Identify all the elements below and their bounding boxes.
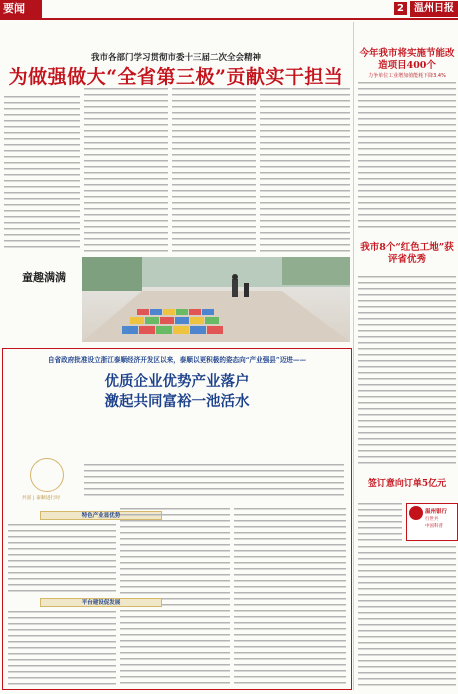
page-number: 2 [394, 2, 407, 15]
feature-text-col-1b [8, 611, 116, 686]
bank-logo-icon [409, 506, 423, 520]
sidebar-rule [353, 22, 354, 690]
feature-text-col-1a [8, 524, 116, 596]
feature-headline-line-1: 优质企业优势产业落户 [104, 373, 250, 390]
sidebar-headline-red-sites: 我市8个“红色工地”获评省优秀 [360, 242, 454, 265]
feature-logo [8, 458, 74, 506]
feature-kicker: 自省政府批准设立浙江泰顺经济开发区以来，泰顺以更积极的姿态向“产业强县”迈进—— [47, 356, 307, 364]
feature-logo-text: 共富 | 泰顺进行时 [21, 496, 61, 501]
photo-caption-title: 童趣满满 [22, 271, 66, 284]
top-rule [0, 18, 458, 20]
masthead [0, 0, 458, 18]
lead-text-col-2 [84, 88, 168, 252]
feature-subhead-1: 特色产业显优势 [40, 511, 162, 520]
feature-text-col-2 [120, 508, 230, 686]
sidebar-subhead-energy: 力争单位工业增加值能耗下降3.4% [368, 73, 446, 79]
ad-line-1: 温州银行 [425, 509, 448, 515]
sidebar-headline-orders: 签订意向订单5亿元 [367, 479, 447, 489]
feature-headline-line-2: 激起共同富裕一池活水 [104, 393, 250, 410]
feature-intro-text [84, 464, 344, 498]
lead-text-col-1 [4, 96, 80, 252]
logo-ring-icon [30, 458, 64, 492]
section-tab: 要闻 [0, 0, 42, 18]
feature-text-col-3 [234, 508, 346, 686]
sidebar-text-orders-short [358, 503, 402, 543]
ad-line-3: 中国科普 [425, 524, 443, 529]
street-photo-image [82, 257, 350, 342]
paper-name: 温州日报 [410, 1, 458, 17]
ad-line-2: 行世共 [425, 517, 439, 522]
lead-text-col-3 [172, 88, 256, 252]
bank-advertisement[interactable] [406, 503, 458, 541]
feature-subhead-2: 平台建设促发展 [40, 598, 162, 607]
lead-text-col-4 [260, 88, 350, 252]
sidebar-headline-energy: 今年我市将实施节能改造项目400个 [359, 48, 455, 71]
lead-kicker: 我市各部门学习贯彻市委十三届二次全会精神 [90, 53, 261, 63]
lead-headline: 为做强做大“全省第三极”贡献实干担当 [8, 66, 344, 88]
sidebar-text-energy [358, 82, 456, 232]
sidebar-text-orders [358, 546, 456, 688]
sidebar-text-red-sites [358, 276, 456, 468]
street-photo [82, 257, 350, 342]
